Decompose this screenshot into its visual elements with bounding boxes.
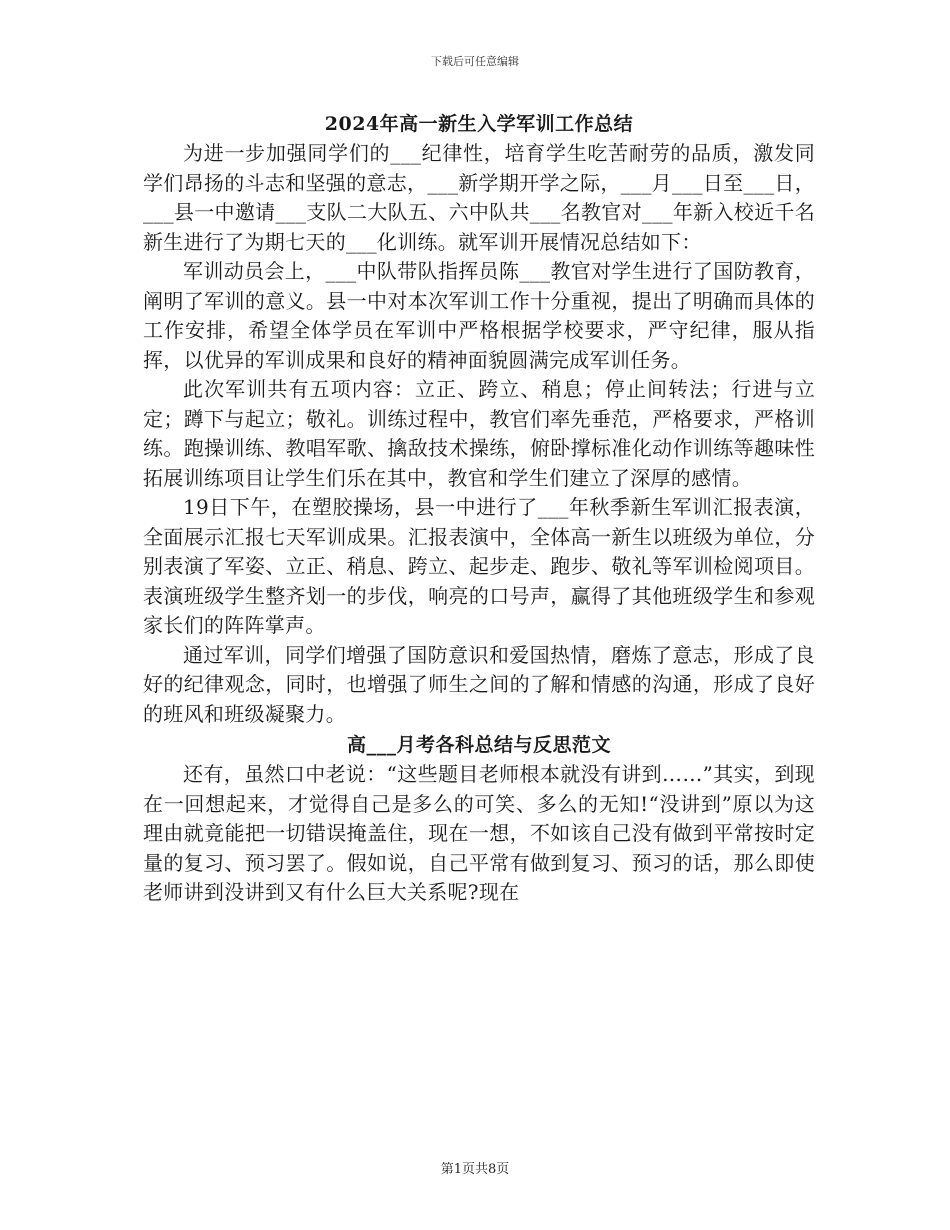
paragraph: 此次军训共有五项内容：立正、跨立、稍息；停止间转法；行进与立定；蹲下与起立；敬礼。训练过程中，教官们率先垂范，严格要求，严格训练。跑操训练、教唱军歌、擒敌技术操练，俯卧撑标准化动作训练等趣味性拓展训练项目让学生们乐在其中，教官和学生们建立了深厚的感情。 — [143, 377, 815, 490]
page-footer: 第1页共8页 — [440, 1162, 510, 1177]
paragraph: 通过军训，同学们增强了国防意识和爱国热情，磨炼了意志，形成了良好的纪律观念，同时，也增强了师生之间的了解和情感的沟通，形成了良好的班风和班级凝聚力。 — [143, 642, 815, 726]
paragraph: 军训动员会上，___中队带队指挥员陈___教官对学生进行了国防教育，阐明了军训的意义。县一中对本次军训工作十分重视，提出了明确而具体的工作安排，希望全体学员在军训中严格根据学校要求，严守纪律，服从指挥，以优异的军训成果和良好的精神面貌圆满完成军训任务。 — [143, 259, 815, 372]
paragraph: 还有，虽然口中老说：“这些题目老师根本就没有讲到……”其实，到现在一回想起来，才觉得自己是多么的可笑、多么的无知!“没讲到”原以为这理由就竟能把一切错误掩盖住，现在一想，不如该自己没有做到平常按时定量的复习、预习罢了。假如说，自己平常有做到复习、预习的话，那么即使老师讲到没讲到又有什么巨大关系呢?现在 — [143, 762, 815, 904]
paragraph: 19日下午，在塑胶操场，县一中进行了___年秋季新生军训汇报表演，全面展示汇报七天军训成果。汇报表演中，全体高一新生以班级为单位，分别表演了军姿、立正、稍息、跨立、起步走、跑步、敬礼等军训检阅项目。表演班级学生整齐划一的步伐，响亮的口号声，赢得了其他班级学生和参观家长们的阵阵掌声。 — [143, 495, 815, 637]
header-note: 下载后可任意编辑 — [431, 55, 519, 68]
paragraph: 为进一步加强同学们的___纪律性，培育学生吃苦耐劳的品质，激发同学们昂扬的斗志和坚强的意志，___新学期开学之际，___月___日至___日，___县一中邀请___支队二大队五、六中队共___名教官对___年新入校近千名新生进行了为期七天的___化训练。就军训开展情况总结如下： — [143, 141, 815, 254]
second-article-title: 高___月考各科总结与反思范文 — [346, 734, 611, 756]
document-body — [143, 110, 815, 908]
article-title: 2024年高一新生入学军训工作总结 — [324, 113, 634, 135]
